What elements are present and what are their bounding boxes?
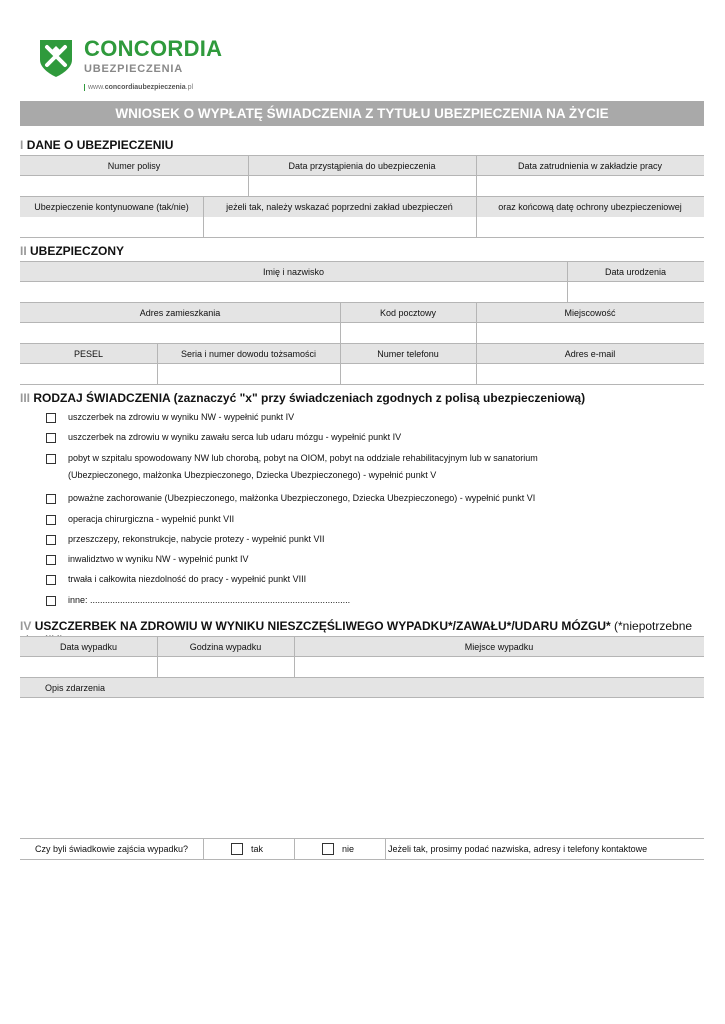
- employment-date-label: Data zatrudnienia w zakładzie pracy: [517, 161, 663, 171]
- divider: [385, 839, 386, 859]
- witnesses-info-label: Jeżeli tak, prosimy podać nazwiska, adresy i telefony kontaktowe: [388, 844, 648, 854]
- benefit-label-9[interactable]: inne: ........................................................................................................: [68, 595, 351, 605]
- benefit-label-6: przeszczepy, rekonstrukcje, nabycie protezy - wypełnić punkt VII: [68, 534, 325, 544]
- pesel-field[interactable]: [20, 364, 157, 384]
- divider: [476, 155, 477, 237]
- concordia-logo-icon: [38, 38, 74, 78]
- witnesses-no-label: nie: [342, 844, 355, 854]
- section-2-header-row: [20, 261, 704, 282]
- continued-field[interactable]: [20, 217, 203, 237]
- accident-date-label: Data wypadku: [59, 642, 118, 652]
- end-date-label: oraz końcową datę ochrony ubezpieczeniowej: [498, 202, 682, 212]
- divider: [157, 343, 158, 384]
- benefit-checkbox-3[interactable]: [46, 454, 56, 464]
- witnesses-yes-label: tak: [251, 844, 264, 854]
- id-doc-label: Seria i numer dowodu tożsamości: [180, 349, 317, 359]
- join-date-label: Data przystąpienia do ubezpieczenia: [288, 161, 436, 171]
- benefit-label-3: pobyt w szpitalu spowodowany NW lub chorobą, pobyt na OIOM, pobyt na oddziale rehabilitacyjnym lub w sanatorium: [68, 453, 538, 463]
- accident-time-label: Godzina wypadku: [189, 642, 262, 652]
- email-field[interactable]: [476, 364, 704, 384]
- form-title: WNIOSEK O WYPŁATĘ ŚWIADCZENIA Z TYTUŁU UBEZPIECZENIA NA ŻYCIE: [20, 101, 704, 126]
- accident-time-field[interactable]: [157, 657, 294, 677]
- end-date-field[interactable]: [476, 217, 704, 237]
- brand-subtitle: UBEZPIECZENIA: [84, 63, 184, 75]
- divider: [567, 261, 568, 302]
- benefit-checkbox-9[interactable]: [46, 596, 56, 606]
- section-3-title: III RODZAJ ŚWIADCZENIA (zaznaczyć "x" przy świadczeniach zgodnych z polisą ubezpieczeniową): [20, 391, 586, 405]
- email-label: Adres e-mail: [564, 349, 616, 359]
- phone-label: Numer telefonu: [377, 349, 439, 359]
- birth-date-label: Data urodzenia: [604, 267, 667, 277]
- accident-date-field[interactable]: [20, 657, 157, 677]
- divider: [20, 859, 704, 860]
- previous-insurer-field[interactable]: [203, 217, 476, 237]
- divider: [294, 839, 295, 859]
- section-2-header-row-3: [20, 343, 704, 364]
- previous-insurer-label: jeżeli tak, należy wskazać poprzedni zakład ubezpieczeń: [226, 202, 453, 212]
- postal-code-label: Kod pocztowy: [379, 308, 437, 318]
- benefit-label-4: poważne zachorowanie (Ubezpieczonego, małżonka Ubezpieczonego, Dziecka Ubezpieczonego) - wypełnić punkt VI: [68, 493, 536, 503]
- section-2-title: II UBEZPIECZONY: [20, 244, 125, 258]
- benefit-label-3-line-2: (Ubezpieczonego, małżonka Ubezpieczonego, Dziecka Ubezpieczonego) - wypełnić punkt V: [68, 470, 437, 480]
- section-1-title: I DANE O UBEZPIECZENIU: [20, 138, 174, 152]
- accident-place-field[interactable]: [294, 657, 704, 677]
- description-label: Opis zdarzenia: [44, 683, 106, 693]
- divider: [20, 175, 704, 176]
- section-1-input-row: [20, 176, 704, 196]
- divider: [20, 281, 704, 282]
- policy-number-field[interactable]: [20, 176, 248, 196]
- divider: [20, 384, 704, 385]
- section-2-input-row-3: [20, 364, 704, 384]
- description-header-row: [20, 677, 704, 698]
- section-1-input-row-2: [20, 217, 704, 237]
- benefit-label-1: uszczerbek na zdrowiu w wyniku NW - wypełnić punkt IV: [68, 412, 295, 422]
- divider: [248, 155, 249, 196]
- benefit-label-5: operacja chirurgiczna - wypełnić punkt VII: [68, 514, 235, 524]
- address-label: Adres zamieszkania: [139, 308, 221, 318]
- address-field[interactable]: [20, 323, 340, 343]
- benefit-checkbox-6[interactable]: [46, 535, 56, 545]
- description-field[interactable]: [20, 698, 704, 838]
- divider: [294, 636, 295, 677]
- divider: [20, 656, 704, 657]
- city-field[interactable]: [476, 323, 704, 343]
- section-4-title: IV USZCZERBEK NA ZDROWIU W WYNIKU NIESZCZĘŚLIWEGO WYPADKU*/ZAWAŁU*/UDARU MÓZGU* (*niepotrzebne: [20, 619, 693, 633]
- benefit-label-2: uszczerbek na zdrowiu w wyniku zawału serca lub udaru mózgu - wypełnić punkt IV: [68, 432, 402, 442]
- witnesses-no-checkbox[interactable]: [322, 843, 334, 855]
- benefit-checkbox-2[interactable]: [46, 433, 56, 443]
- benefit-checkbox-7[interactable]: [46, 555, 56, 565]
- section-2-input-row-2: [20, 323, 704, 343]
- section-4-header-row: [20, 636, 704, 657]
- witnesses-row: [20, 839, 704, 859]
- section-2-input-row: [20, 282, 704, 302]
- divider: [476, 302, 477, 384]
- pesel-label: PESEL: [73, 349, 104, 359]
- postal-code-field[interactable]: [340, 323, 476, 343]
- name-label: Imię i nazwisko: [262, 267, 325, 277]
- divider: [203, 839, 204, 859]
- benefit-label-7: inwalidztwo w wyniku NW - wypełnić punkt IV: [68, 554, 249, 564]
- benefit-checkbox-8[interactable]: [46, 575, 56, 585]
- accident-place-label: Miejsce wypadku: [464, 642, 534, 652]
- divider: [20, 237, 704, 238]
- city-label: Miejscowość: [564, 308, 616, 318]
- witnesses-no-option[interactable]: [294, 839, 385, 859]
- benefit-checkbox-1[interactable]: [46, 413, 56, 423]
- section-2-header-row-2: [20, 302, 704, 323]
- benefit-label-8: trwała i całkowita niezdolność do pracy - wypełnić punkt VIII: [68, 574, 307, 584]
- policy-number-label: Numer polisy: [107, 161, 161, 171]
- name-field[interactable]: [20, 282, 567, 302]
- employment-date-field[interactable]: [476, 176, 704, 196]
- divider: [157, 636, 158, 677]
- witnesses-question: Czy byli świadkowie zajścia wypadku?: [34, 844, 189, 854]
- section-4-input-row: [20, 657, 704, 677]
- brand-name: CONCORDIA: [84, 36, 223, 61]
- witnesses-yes-checkbox[interactable]: [231, 843, 243, 855]
- divider: [20, 322, 704, 323]
- continued-label: Ubezpieczenie kontynuowane (tak/nie): [34, 202, 189, 212]
- benefit-checkbox-5[interactable]: [46, 515, 56, 525]
- divider: [20, 697, 704, 698]
- section-1-header-row-2: [20, 196, 704, 217]
- join-date-field[interactable]: [248, 176, 476, 196]
- section-1-header-row: [20, 155, 704, 176]
- benefit-checkbox-4[interactable]: [46, 494, 56, 504]
- divider: [340, 302, 341, 384]
- id-doc-field[interactable]: [157, 364, 340, 384]
- divider: [20, 363, 704, 364]
- divider: [203, 196, 204, 237]
- witnesses-yes-option[interactable]: [203, 839, 294, 859]
- birth-date-field[interactable]: [567, 282, 704, 302]
- phone-field[interactable]: [340, 364, 476, 384]
- brand-url[interactable]: www.concordiaubezpieczenia.pl: [84, 84, 193, 91]
